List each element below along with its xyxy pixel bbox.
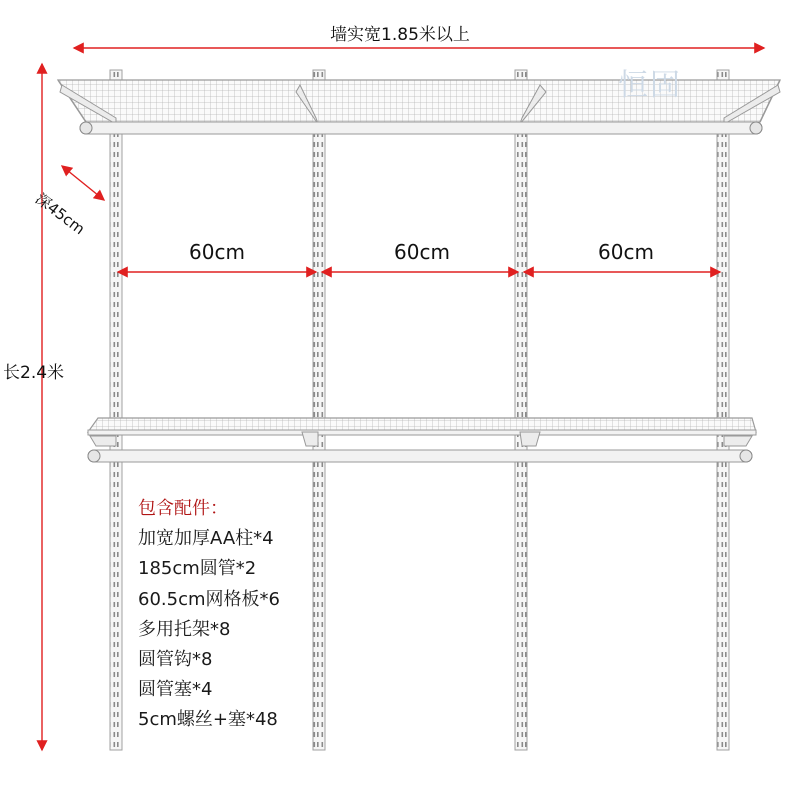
parts-item: 60.5cm网格板*6 — [138, 588, 280, 610]
parts-list — [138, 494, 280, 736]
lower-hanging-rail — [88, 450, 752, 462]
bracket — [724, 436, 752, 446]
bay-width-label-3: 60cm — [598, 240, 654, 264]
bay-width-label-2: 60cm — [394, 240, 450, 264]
parts-item: 圆管钩*8 — [138, 649, 213, 671]
bay-width-label-1: 60cm — [189, 240, 245, 264]
parts-item: 加宽加厚AA柱*4 — [138, 528, 274, 550]
parts-list-title: 包含配件： — [138, 498, 228, 519]
wall-width-label: 墙实宽1.85米以上 — [330, 25, 470, 45]
height-label: 长2.4米 — [3, 363, 65, 383]
parts-item: 多用托架*8 — [138, 618, 231, 640]
upright-4 — [717, 70, 729, 750]
parts-item: 圆管塞*4 — [138, 679, 213, 701]
top-hanging-rail — [80, 122, 762, 134]
upright-1 — [110, 70, 122, 750]
bracket — [90, 436, 116, 446]
depth-line — [62, 166, 104, 200]
bracket — [520, 432, 540, 446]
lower-shelf — [88, 418, 756, 462]
brand-watermark: 恒固 — [618, 68, 682, 103]
depth-label: 深45cm — [31, 189, 89, 239]
parts-item: 5cm螺丝+塞*48 — [138, 709, 278, 731]
parts-item: 185cm圆管*2 — [138, 558, 257, 580]
upright-2 — [313, 70, 325, 750]
bracket — [302, 432, 318, 446]
upright-3 — [515, 70, 527, 750]
